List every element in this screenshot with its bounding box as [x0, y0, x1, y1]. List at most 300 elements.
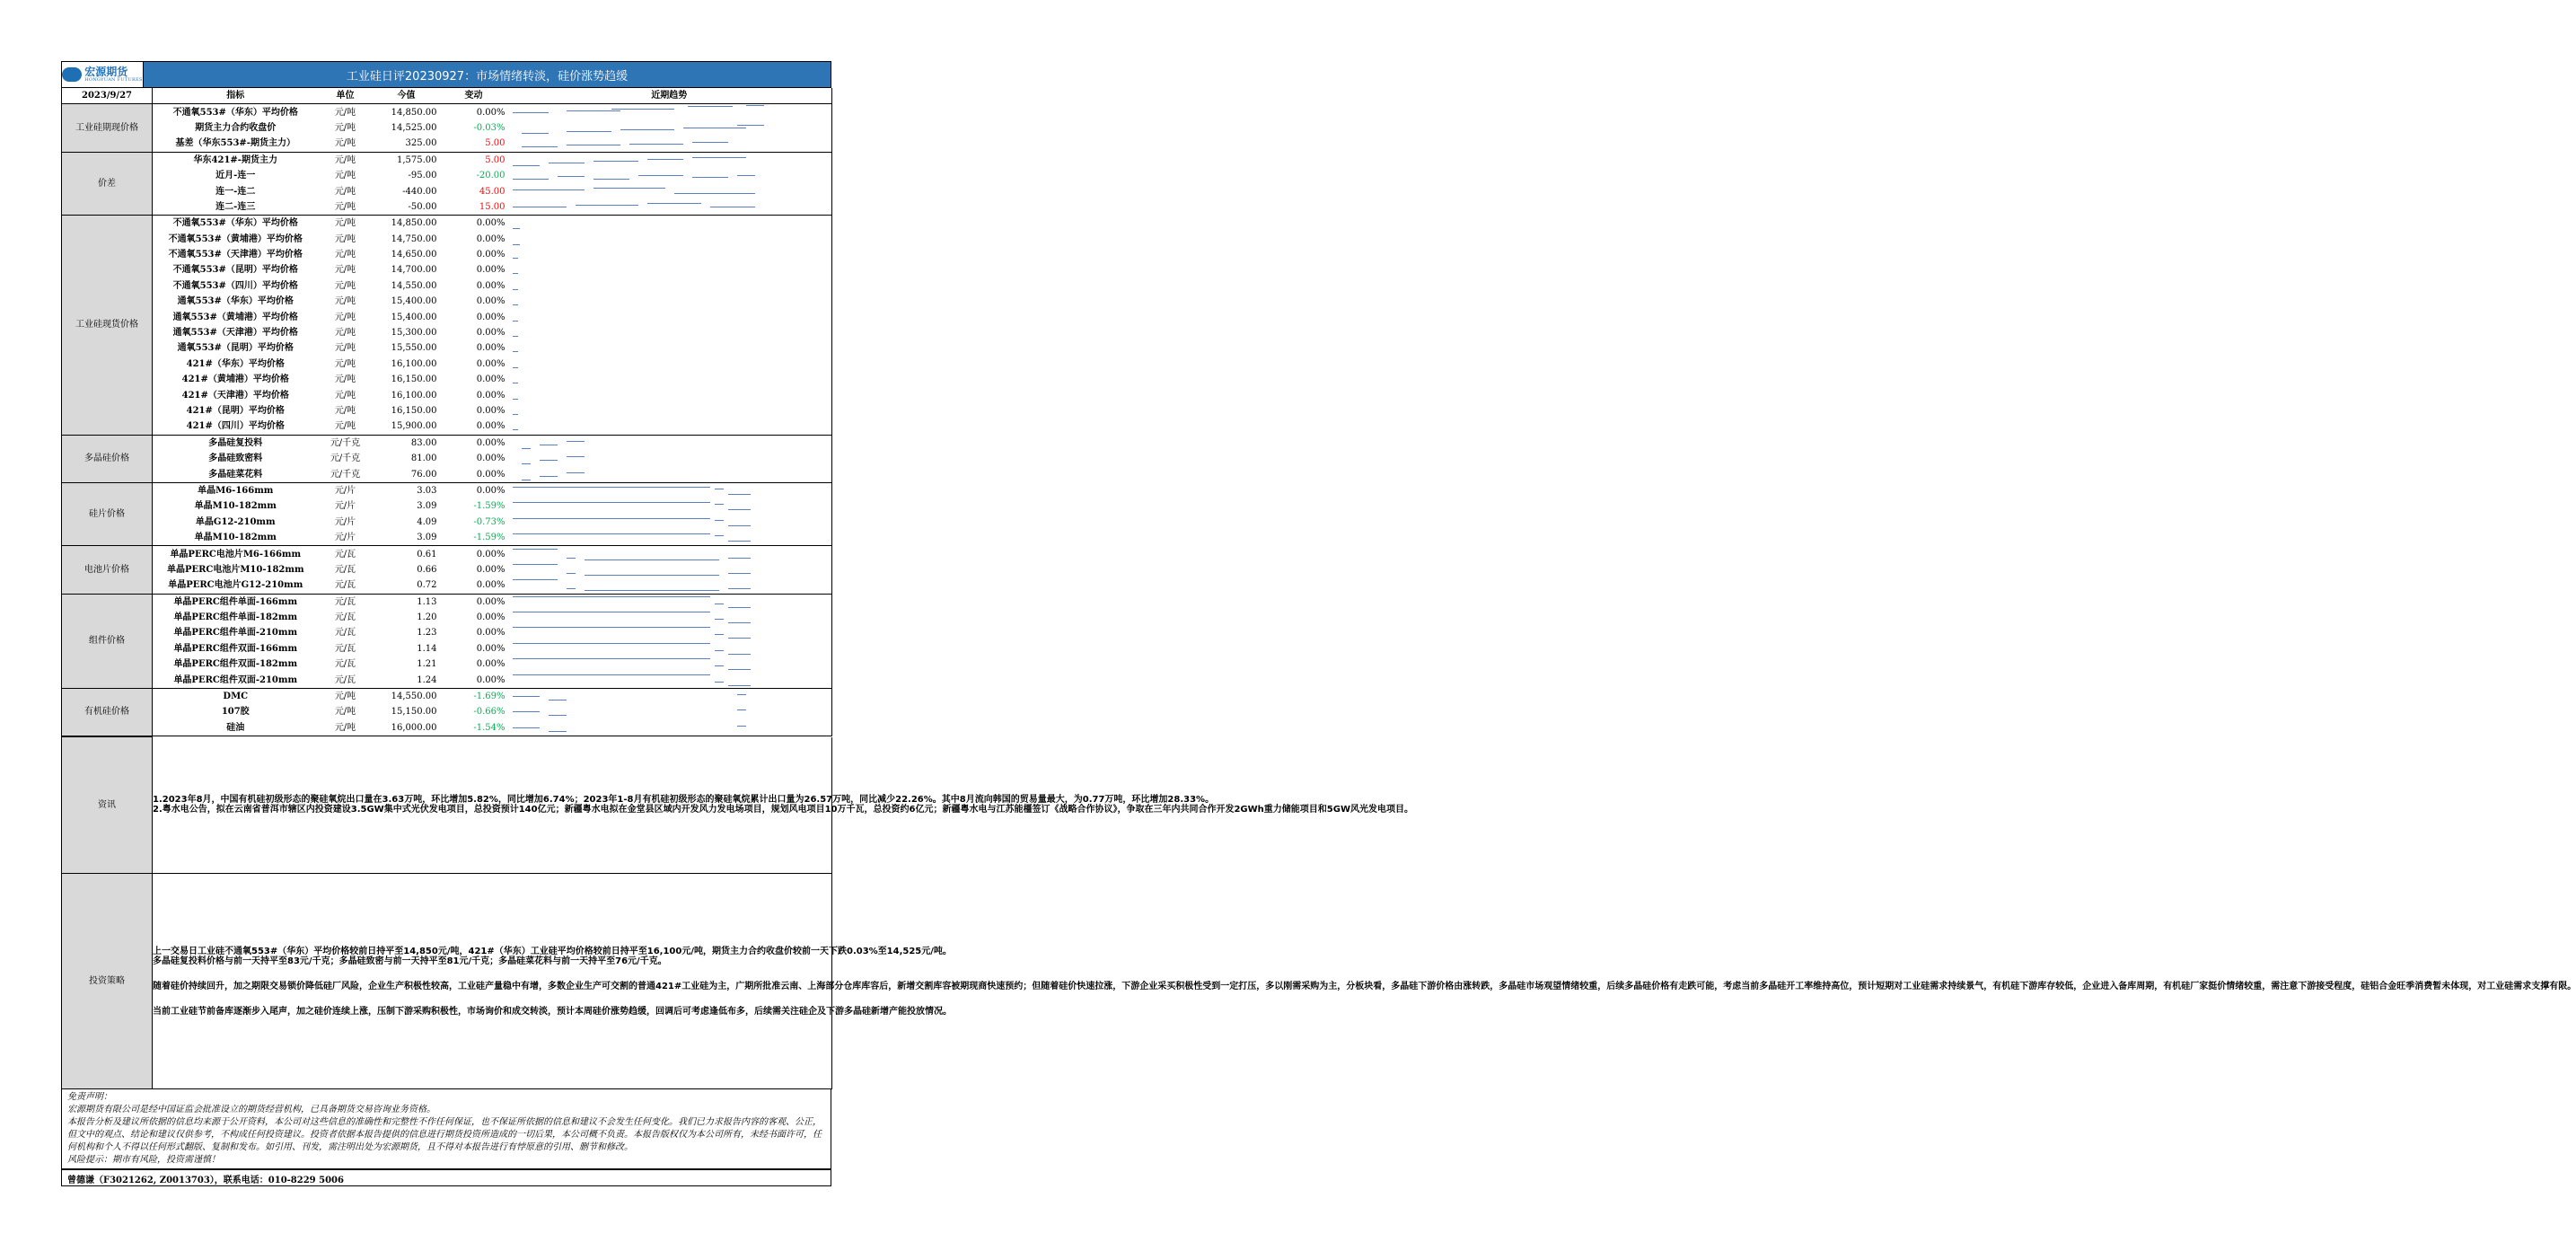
indicator-cell: 421#（黄埔港）平均价格	[181, 374, 289, 385]
unit-cell: 元/瓦	[319, 672, 373, 688]
unit-cell: 元/片	[334, 501, 356, 512]
sparkline-segment	[593, 161, 638, 162]
trend-sparkline	[507, 610, 832, 625]
logo-subtext: HONGYUAN FUTURES	[84, 77, 143, 83]
sparkline-segment	[513, 518, 710, 519]
sparkline-segment	[692, 157, 746, 158]
value-cell: 1.23	[417, 628, 437, 639]
trend-sparkline	[507, 641, 832, 656]
sparkline-segment	[728, 685, 751, 686]
unit-cell: 元/吨	[334, 265, 356, 276]
change-cell: 0.00%	[476, 296, 506, 307]
sparkline-segment	[513, 564, 558, 565]
unit-cell: 元/吨	[334, 707, 356, 718]
trend-sparkline	[507, 262, 832, 278]
strategy-label: 投资策略	[62, 874, 153, 1089]
group-label: 价差	[62, 152, 153, 216]
indicator-cell: 连一-连二	[215, 186, 256, 197]
sparkline-segment	[513, 533, 710, 534]
sparkline-segment	[513, 643, 710, 644]
sparkline-segment	[567, 588, 576, 589]
sparkline-segment	[715, 665, 724, 666]
unit-cell: 元/瓦	[334, 628, 356, 639]
strategy-paragraph: 上一交易日工业硅不通氧553#（华东）平均价格较前日持平至14,850元/吨，421#（华东）工业硅平均价格较前日持平至16,100元/吨，期货主力合约收盘价较前一天下跌0.03%至14,525元/吨。	[153, 946, 952, 956]
indicator-cell: 多晶硅菜花料	[153, 466, 319, 482]
sparkline-segment	[513, 549, 558, 550]
change-cell: 0.00%	[476, 485, 506, 496]
sparkline-segment	[728, 607, 751, 608]
indicator-cell: 近月-连一	[215, 171, 256, 181]
sparkline-segment	[567, 131, 611, 132]
change-cell: 0.00%	[476, 628, 506, 639]
price-table	[61, 88, 832, 736]
indicator-cell: 单晶PERC电池片M10-182mm	[166, 564, 304, 575]
value-cell: 83.00	[410, 437, 437, 448]
value-cell: 14,525.00	[391, 122, 437, 133]
change-cell: 0.00%	[476, 280, 506, 291]
unit-cell: 元/片	[334, 485, 356, 496]
sparkline-segment	[728, 541, 751, 542]
value-cell: 14,700.00	[391, 265, 437, 276]
table-row	[62, 104, 832, 120]
col-trend: 近期趋势	[507, 88, 832, 104]
table-row	[62, 357, 832, 372]
value-cell: 0.66	[417, 564, 437, 575]
change-cell: -20.00	[476, 171, 506, 181]
trend-sparkline	[507, 120, 832, 136]
table-row	[62, 294, 832, 309]
sparkline-segment	[728, 622, 751, 623]
sparkline-segment	[638, 175, 683, 176]
sparkline-segment	[513, 244, 520, 245]
sparkline-segment	[585, 590, 719, 591]
unit-cell: 元/吨	[319, 136, 373, 152]
sparkline-segment	[513, 336, 518, 337]
table-row	[62, 247, 832, 262]
text-section	[61, 736, 2576, 1089]
unit-cell: 元/吨	[334, 692, 356, 702]
col-indicator: 指标	[153, 88, 319, 104]
unit-cell: 元/吨	[334, 250, 356, 260]
indicator-cell: 421#（昆明）平均价格	[186, 406, 285, 416]
trend-sparkline	[507, 216, 832, 232]
indicator-cell: 通氧553#（昆明）平均价格	[177, 343, 294, 354]
table-row	[62, 278, 832, 294]
trend-sparkline	[507, 294, 832, 309]
change-cell: 0.00%	[476, 564, 506, 575]
unit-cell: 元/瓦	[319, 577, 373, 594]
sparkline-segment	[585, 575, 719, 576]
change-cell: -0.73%	[473, 516, 506, 527]
unit-cell: 元/吨	[334, 312, 356, 322]
sparkline-segment	[513, 627, 710, 628]
indicator-cell: 421#（华东）平均价格	[186, 358, 285, 369]
sparkline-segment	[692, 142, 728, 143]
indicator-cell: 107胶	[221, 707, 250, 718]
sparkline-segment	[513, 579, 558, 580]
table-row	[62, 216, 832, 232]
news-row	[62, 737, 832, 874]
sparkline-segment	[513, 596, 710, 597]
indicator-cell: 期货主力合约收盘价	[195, 122, 277, 133]
sparkline-segment	[513, 189, 585, 190]
change-cell: -1.59%	[441, 530, 507, 546]
sparkline-segment	[715, 520, 724, 521]
change-cell: 0.00%	[476, 218, 506, 229]
trend-sparkline	[507, 562, 832, 577]
unit-cell: 元/吨	[334, 122, 356, 133]
strategy-paragraph: 当前工业硅节前备库逐渐步入尾声，加之硅价连续上涨，压制下游采购积极性，市场询价和成交转淡，预计本周硅价涨势趋缓，回调后可考虑逢低布多，后续需关注硅企及下游多晶硅新增产能投放情况。	[153, 1006, 952, 1017]
value-cell: 16,150.00	[391, 406, 437, 416]
indicator-cell: 硅油	[153, 720, 319, 736]
value-cell: 14,650.00	[391, 250, 437, 260]
indicator-cell: 多晶硅致密料	[208, 454, 263, 464]
group-label: 工业硅期现价格	[62, 104, 153, 152]
trend-sparkline	[507, 498, 832, 514]
unit-cell: 元/瓦	[334, 596, 356, 607]
sparkline-segment	[611, 109, 674, 110]
trend-sparkline	[507, 340, 832, 356]
strategy-content	[153, 874, 2576, 1089]
sparkline-segment	[715, 650, 724, 651]
indicator-cell: 单晶PERC组件双面-182mm	[173, 659, 298, 670]
table-row	[62, 387, 832, 402]
sparkline-segment	[558, 176, 585, 177]
table-row	[62, 199, 832, 216]
indicator-cell: 421#（四川）平均价格	[153, 419, 319, 435]
group-label: 有机硅价格	[62, 688, 153, 736]
value-cell: -440.00	[402, 186, 437, 197]
value-cell: 0.61	[417, 549, 437, 560]
trend-sparkline	[507, 104, 832, 120]
table-row	[62, 610, 832, 625]
indicator-cell: 单晶PERC组件双面-166mm	[173, 643, 298, 654]
value-cell: 1.21	[417, 659, 437, 670]
sparkline-segment	[567, 456, 585, 457]
strategy-row	[62, 874, 832, 1089]
sparkline-segment	[728, 588, 751, 589]
table-row	[62, 672, 832, 688]
table-row	[62, 594, 832, 610]
news-paragraph: 2.粤水电公告，拟在云南省普洱市辖区内投资建设3.5GW集中式光伏发电项目，总投资预计140亿元；新疆粤水电拟在金堂县区域内开发风力发电场项目，规划风电项目10万千瓦，总投资约6亿元；新疆粤水电与江苏能橿签订《战略合作协议》，争取在三年内共同合作开发2GWh重力储能项目和5GW风光发电项目。	[153, 805, 1413, 815]
sparkline-segment	[737, 709, 746, 710]
sparkline-segment	[513, 696, 540, 697]
sparkline-segment	[513, 711, 540, 712]
value-cell: 14,550.00	[391, 692, 437, 702]
strategy-paragraph: 多晶硅复投料价格与前一天持平至83元/千克；多晶硅致密与前一天持平至81元/千克；多晶硅菜花料与前一天持平至76元/千克。	[153, 956, 667, 966]
table-row	[62, 641, 832, 656]
change-cell: 15.00	[441, 199, 507, 216]
sparkline-segment	[513, 289, 518, 290]
sparkline-segment	[513, 658, 710, 659]
table-row	[62, 688, 832, 704]
value-cell: 14,850.00	[391, 107, 437, 118]
unit-cell: 元/瓦	[334, 643, 356, 654]
trend-sparkline	[507, 451, 832, 466]
table-row	[62, 136, 832, 152]
table-row	[62, 498, 832, 514]
unit-cell: 元/吨	[334, 186, 356, 197]
change-cell: 0.00%	[476, 233, 506, 244]
trend-sparkline	[507, 515, 832, 530]
value-cell: -50.00	[373, 199, 441, 216]
change-cell: 0.00%	[476, 596, 506, 607]
trend-sparkline	[507, 530, 832, 546]
table-row	[62, 419, 832, 435]
unit-cell: 元/吨	[334, 218, 356, 229]
sparkline-segment	[674, 193, 755, 194]
change-cell: 5.00	[485, 154, 506, 165]
trend-sparkline	[507, 688, 832, 704]
value-cell: 15,150.00	[391, 707, 437, 718]
change-cell: -1.54%	[441, 720, 507, 736]
unit-cell: 元/吨	[334, 280, 356, 291]
trend-sparkline	[507, 704, 832, 719]
indicator-cell: 不通氧553#（昆明）平均价格	[172, 265, 298, 276]
trend-sparkline	[507, 672, 832, 688]
unit-cell: 元/吨	[334, 233, 356, 244]
value-cell: 1.20	[417, 612, 437, 623]
unit-cell: 元/吨	[334, 328, 356, 339]
change-cell: 0.00%	[476, 406, 506, 416]
unit-cell: 元/吨	[319, 419, 373, 435]
trend-sparkline	[507, 482, 832, 498]
table-row	[62, 530, 832, 546]
company-logo	[62, 62, 144, 87]
change-cell: 45.00	[479, 186, 506, 197]
trend-sparkline	[507, 466, 832, 482]
change-cell: 0.00%	[476, 312, 506, 322]
sparkline-segment	[513, 399, 518, 400]
table-row	[62, 435, 832, 451]
group-label: 电池片价格	[62, 546, 153, 594]
report-header	[61, 61, 831, 88]
change-cell: -0.03%	[473, 122, 506, 133]
group-label: 硅片价格	[62, 482, 153, 546]
sparkline-segment	[737, 694, 746, 695]
indicator-cell: 不通氧553#（华东）平均价格	[172, 218, 298, 229]
value-cell: 3.03	[417, 485, 437, 496]
value-cell: 4.09	[417, 516, 437, 527]
indicator-cell: 不通氧553#（天津港）平均价格	[168, 250, 303, 260]
trend-sparkline	[507, 656, 832, 672]
sparkline-segment	[728, 654, 751, 655]
news-content	[153, 737, 1413, 874]
sparkline-segment	[576, 205, 638, 206]
unit-cell: 元/瓦	[334, 549, 356, 560]
indicator-cell: 单晶PERC组件单面-166mm	[173, 596, 298, 607]
risk-warning: 风险提示：期市有风险，投资需谨慎！	[67, 1155, 220, 1166]
change-cell: -1.69%	[473, 692, 506, 702]
change-cell: 0.00%	[476, 107, 506, 118]
unit-cell: 元/吨	[334, 374, 356, 385]
indicator-cell: 单晶PERC电池片G12-210mm	[153, 577, 319, 594]
sparkline-segment	[540, 476, 558, 477]
value-cell: -95.00	[408, 171, 437, 181]
sparkline-segment	[715, 504, 724, 505]
unit-cell: 元/片	[319, 530, 373, 546]
report-title: 工业硅日评20230927：市场情绪转淡，硅价涨势趋缓	[144, 62, 831, 87]
unit-cell: 元/千克	[330, 437, 361, 448]
col-change: 变动	[441, 88, 507, 104]
col-value: 今值	[373, 88, 441, 104]
sparkline-segment	[513, 727, 540, 728]
indicator-cell: 通氧553#（华东）平均价格	[177, 296, 294, 307]
unit-cell: 元/千克	[330, 454, 361, 464]
value-cell: 81.00	[410, 454, 437, 464]
table-row	[62, 656, 832, 672]
sparkline-segment	[522, 133, 549, 134]
table-row	[62, 562, 832, 577]
sparkline-segment	[522, 448, 531, 449]
value-cell: 76.00	[373, 466, 441, 482]
trend-sparkline	[507, 372, 832, 387]
sparkline-segment	[567, 441, 585, 442]
change-cell: 0.00%	[476, 549, 506, 560]
indicator-cell: 单晶PERC电池片M6-166mm	[170, 549, 302, 560]
value-cell: 15,900.00	[373, 419, 441, 435]
sparkline-segment	[715, 682, 724, 683]
indicator-cell: 通氧553#（黄埔港）平均价格	[172, 312, 298, 322]
table-row	[62, 372, 832, 387]
indicator-cell: 不通氧553#（四川）平均价格	[172, 280, 298, 291]
value-cell: 15,550.00	[391, 343, 437, 354]
value-cell: 0.72	[373, 577, 441, 594]
unit-cell: 元/吨	[334, 358, 356, 369]
sparkline-segment	[728, 573, 751, 574]
indicator-cell: 单晶M10-182mm	[194, 501, 277, 512]
change-cell: 0.00%	[476, 374, 506, 385]
sparkline-segment	[567, 558, 576, 559]
news-paragraph: 1.2023年8月，中国有机硅初级形态的聚硅氧烷出口量在3.63万吨，环比增加5.82%，同比增加6.74%；2023年1-8月有机硅初级形态的聚硅氧烷累计出口量为26.57万吨，同比减少22.26%。其中8月流向韩国的贸易量最大，为0.77万吨，环比增加28.33%。	[153, 795, 1215, 806]
trend-sparkline	[507, 199, 832, 216]
change-cell: 0.00%	[476, 343, 506, 354]
unit-cell: 元/吨	[334, 343, 356, 354]
table-row	[62, 625, 832, 640]
change-cell: 0.00%	[476, 454, 506, 464]
disclaimer-title: 免责声明：	[67, 1092, 112, 1103]
value-cell: 16,000.00	[373, 720, 441, 736]
sparkline-segment	[715, 535, 724, 536]
group-label: 工业硅现货价格	[62, 216, 153, 435]
sparkline-segment	[567, 573, 576, 574]
sparkline-segment	[513, 487, 710, 488]
table-row	[62, 704, 832, 719]
value-cell: 1.24	[373, 672, 441, 688]
change-cell: 0.00%	[476, 643, 506, 654]
sparkline-segment	[513, 351, 518, 352]
change-cell: 0.00%	[441, 577, 507, 594]
value-cell: 14,750.00	[391, 233, 437, 244]
col-unit: 单位	[319, 88, 373, 104]
change-cell: 0.00%	[441, 672, 507, 688]
sparkline-segment	[728, 669, 751, 670]
sparkline-segment	[728, 509, 751, 510]
sparkline-segment	[737, 726, 746, 727]
sparkline-segment	[513, 258, 518, 259]
sparkline-segment	[593, 179, 629, 180]
sparkline-segment	[567, 110, 620, 111]
unit-cell: 元/瓦	[334, 564, 356, 575]
table-row	[62, 340, 832, 356]
value-cell: 3.09	[417, 501, 437, 512]
sparkline-segment	[629, 144, 683, 145]
sparkline-segment	[728, 494, 751, 495]
change-cell: 0.00%	[476, 437, 506, 448]
value-cell: 15,300.00	[391, 328, 437, 339]
sparkline-segment	[522, 146, 558, 147]
disclaimer-line: 宏源期货有限公司是经中国证监会批准设立的期货经营机构，已具备期货交易咨询业务资格。	[67, 1105, 435, 1115]
sparkline-segment	[647, 203, 701, 204]
group-label: 组件价格	[62, 594, 153, 688]
strategy-paragraph: 随着硅价持续回升，加之期限交易锁价降低硅厂风险，企业生产积极性较高，工业硅产量稳中有增，多数企业生产可交割的普通421#工业硅为主，广期所批准云南、上海部分仓库库容后，新增交割库容被期现商快速预约；但随着硅价快速拉涨，下游企业采买积极性受到一定打压，多以刚需采购为主，分板块看，多晶硅下游价格由涨转跌，多晶硅市场观望情绪较重，后续多晶硅价格有走跌可能，考虑当前多晶硅开工率维持高位，预计短期对工业硅需求持续景气，有机硅下游库存较低，企业进入备库周期，有机硅厂家挺价情绪较重，需注意下游接受程度，硅铝合金旺季消费暂未体现，对工业硅需求支撑有限。	[153, 981, 2576, 991]
unit-cell: 元/吨	[334, 154, 356, 165]
change-cell: 0.00%	[476, 265, 506, 276]
group-label: 多晶硅价格	[62, 435, 153, 482]
value-cell: 1,575.00	[396, 154, 437, 165]
change-cell: 0.00%	[476, 612, 506, 623]
trend-sparkline	[507, 435, 832, 451]
trend-sparkline	[507, 325, 832, 340]
trend-sparkline	[507, 594, 832, 610]
indicator-cell: 单晶M6-166mm	[198, 485, 274, 496]
indicator-cell: 单晶PERC组件双面-210mm	[153, 672, 319, 688]
value-cell: 14,550.00	[391, 280, 437, 291]
trend-sparkline	[507, 152, 832, 168]
report-date: 2023/9/27	[62, 88, 153, 104]
sparkline-segment	[513, 502, 710, 503]
trend-sparkline	[507, 309, 832, 324]
indicator-cell: 不通氧553#（黄埔港）平均价格	[168, 233, 303, 244]
sparkline-segment	[513, 414, 518, 415]
value-cell: 325.00	[373, 136, 441, 152]
table-row	[62, 168, 832, 183]
indicator-cell: 单晶PERC组件单面-182mm	[173, 612, 298, 623]
sparkline-segment	[715, 619, 724, 620]
sparkline-segment	[728, 638, 751, 639]
trend-sparkline	[507, 577, 832, 594]
trend-sparkline	[507, 546, 832, 562]
change-cell: 0.00%	[441, 466, 507, 482]
table-header-row	[62, 88, 832, 104]
sparkline-segment	[513, 367, 518, 368]
sparkline-segment	[692, 177, 728, 178]
sparkline-segment	[513, 165, 540, 166]
value-cell: 16,100.00	[391, 358, 437, 369]
table-row	[62, 262, 832, 278]
unit-cell: 元/千克	[319, 466, 373, 482]
logo-mark-icon	[62, 67, 82, 82]
sparkline-segment	[593, 188, 665, 189]
unit-cell: 元/吨	[334, 390, 356, 401]
change-cell: 0.00%	[476, 390, 506, 401]
sparkline-segment	[540, 460, 558, 461]
disclaimer-line: 本报告分析及建议所依据的信息均来源于公开资料，本公司对这些信息的准确性和完整性不作任何保证，也不保证所依据的信息和建议不会发生任何变化。我们已力求报告内容的客观、公正，但文中的观点、结论和建议仅供参考，不构成任何投资建议。投资者依据本报告提供的信息进行期货投资所造成的一切后果，本公司概不负责。本报告版权仅为本公司所有，未经书面许可，任何机构和个人不得以任何形式翻版、复制和发布。如引用、刊发，需注明出处为宏源期货，且不得对本报告进行有悖原意的引用、删节和修改。	[67, 1117, 822, 1153]
disclaimer	[61, 1089, 831, 1169]
change-cell: 0.00%	[476, 328, 506, 339]
report-sheet	[61, 61, 2576, 1186]
indicator-cell: 多晶硅复投料	[208, 437, 263, 448]
sparkline-segment	[513, 304, 518, 305]
sparkline-segment	[647, 159, 683, 160]
indicator-cell: 基差（华东553#-期货主力）	[153, 136, 319, 152]
change-cell: 5.00	[441, 136, 507, 152]
sparkline-segment	[715, 634, 724, 635]
trend-sparkline	[507, 183, 832, 198]
table-row	[62, 466, 832, 482]
trend-sparkline	[507, 403, 832, 419]
table-row	[62, 482, 832, 498]
